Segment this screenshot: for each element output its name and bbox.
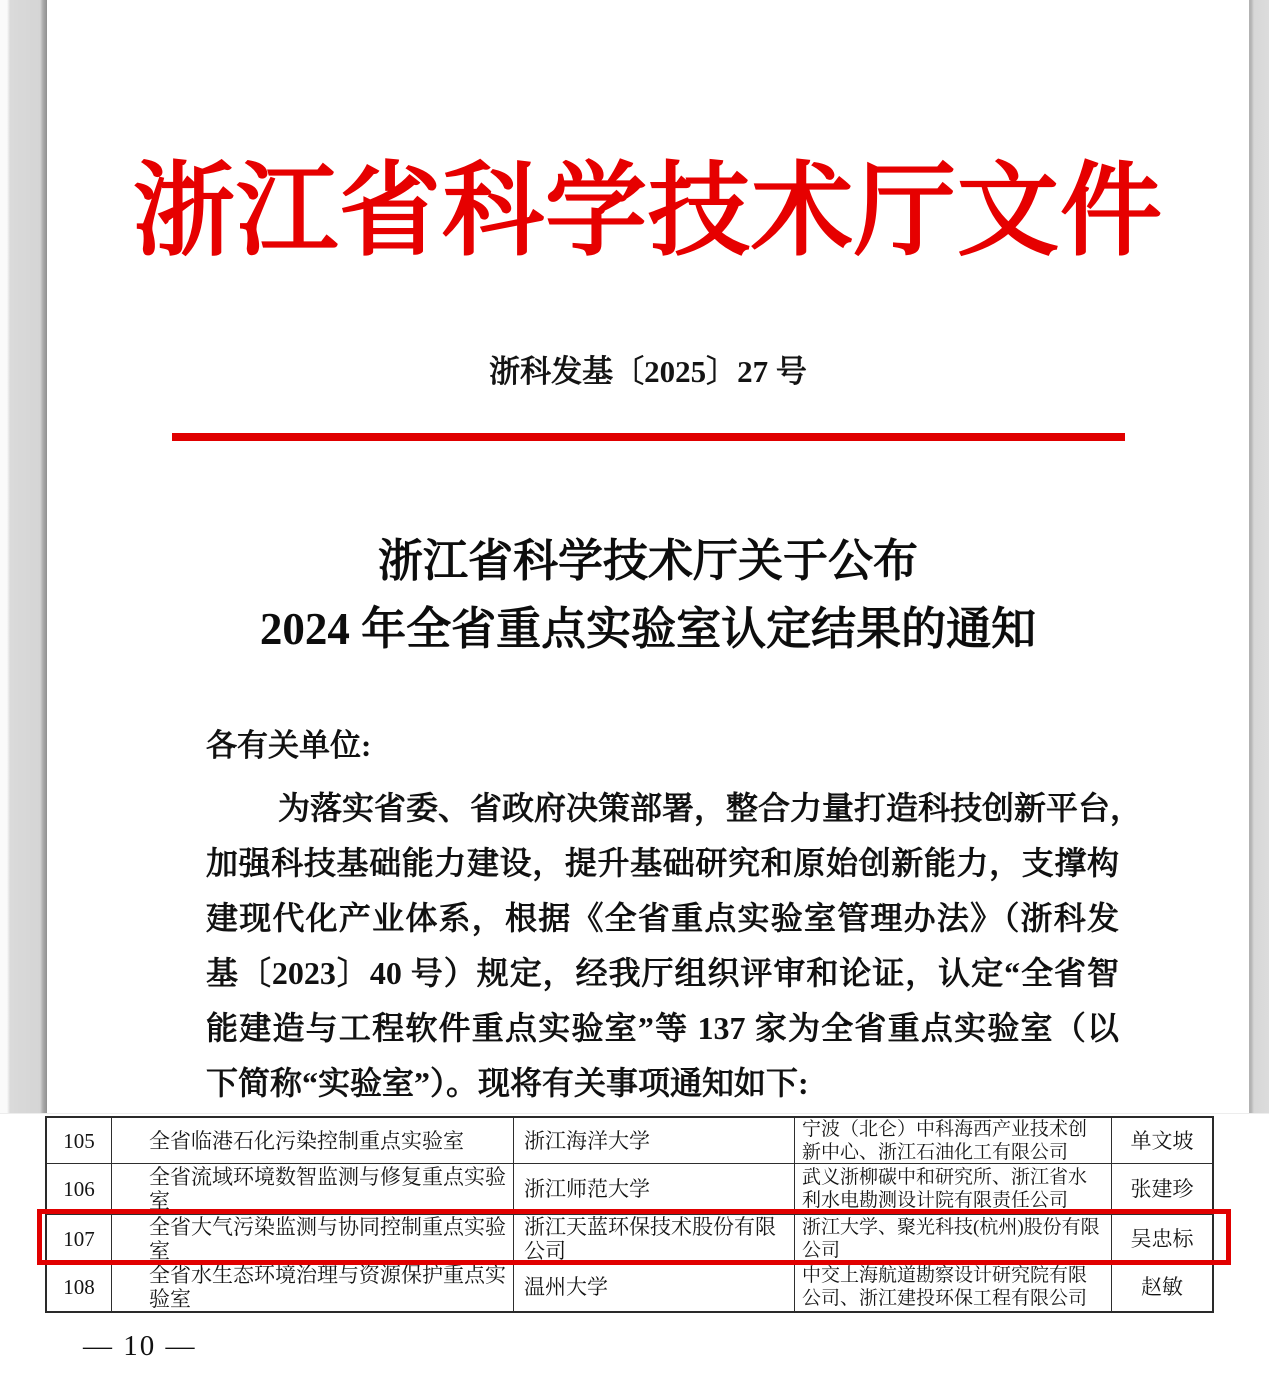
host-organization: 浙江天蓝环保技术股份有限公司 bbox=[514, 1215, 795, 1262]
table-row bbox=[47, 1164, 1212, 1215]
document-number: 浙科发基〔2025〕27 号 bbox=[489, 354, 807, 389]
results-table-section bbox=[0, 1113, 1269, 1387]
row-number: 107 bbox=[47, 1215, 112, 1262]
body-paragraph bbox=[206, 781, 1143, 1111]
results-table bbox=[45, 1116, 1214, 1313]
lab-name: 全省大气污染监测与协同控制重点实验室 bbox=[112, 1215, 514, 1262]
row-number: 108 bbox=[47, 1263, 112, 1311]
body-line: 下简称“实验室”）。现将有关事项通知如下: bbox=[206, 1065, 809, 1101]
notice-title-line1: 浙江省科学技术厅关于公布 bbox=[377, 536, 918, 586]
host-organization: 温州大学 bbox=[514, 1263, 795, 1311]
scanner-margin-left bbox=[0, 0, 47, 1113]
body-line: 为落实省委、省政府决策部署，整合力量打造科技创新平台， bbox=[278, 790, 1143, 826]
table-row bbox=[47, 1118, 1212, 1164]
partner-organizations: 中交上海航道勘察设计研究院有限公司、浙江建投环保工程有限公司 bbox=[795, 1263, 1112, 1311]
body-line: 加强科技基础能力建设，提升基础研究和原始创新能力，支撑构 bbox=[206, 845, 1119, 881]
partner-organizations: 宁波（北仑）中科海西产业技术创新中心、浙江石油化工有限公司 bbox=[795, 1118, 1112, 1163]
table-row bbox=[47, 1263, 1212, 1311]
body-line: 基〔2023〕40 号）规定，经我厅组织评审和论证，认定“全省智 bbox=[206, 955, 1119, 991]
director-name: 单文坡 bbox=[1130, 1128, 1194, 1153]
director-name: 赵敏 bbox=[1141, 1275, 1183, 1299]
page-number: — 10 — bbox=[83, 1330, 197, 1362]
host-organization: 浙江海洋大学 bbox=[514, 1118, 795, 1163]
director-name: 张建珍 bbox=[1130, 1177, 1194, 1201]
partner-organizations: 浙江大学、聚光科技(杭州)股份有限公司 bbox=[795, 1215, 1112, 1262]
lab-name: 全省水生态环境治理与资源保护重点实验室 bbox=[112, 1263, 514, 1311]
red-divider-line bbox=[172, 433, 1125, 441]
lab-name: 全省流域环境数智监测与修复重点实验室 bbox=[112, 1164, 514, 1214]
partner-organizations: 武义浙柳碳中和研究所、浙江省水利水电勘测设计院有限责任公司 bbox=[795, 1164, 1112, 1214]
director-name: 吴忠标 bbox=[1130, 1226, 1194, 1251]
table-row-highlighted bbox=[47, 1215, 1212, 1263]
document-title: 浙江省科学技术厅文件 bbox=[133, 156, 1163, 269]
body-line: 能建造与工程软件重点实验室”等 137 家为全省重点实验室（以 bbox=[206, 1010, 1119, 1046]
host-organization: 浙江师范大学 bbox=[514, 1164, 795, 1214]
salutation: 各有关单位: bbox=[206, 728, 372, 763]
notice-title bbox=[47, 527, 1249, 663]
lab-name: 全省临港石化污染控制重点实验室 bbox=[112, 1118, 514, 1163]
row-number: 105 bbox=[47, 1118, 112, 1163]
notice-title-line2: 2024 年全省重点实验室认定结果的通知 bbox=[259, 604, 1037, 654]
row-number: 106 bbox=[47, 1164, 112, 1214]
scanner-margin-right bbox=[1249, 0, 1269, 1113]
body-line: 建现代化产业体系，根据《全省重点实验室管理办法》（浙科发 bbox=[206, 900, 1119, 936]
